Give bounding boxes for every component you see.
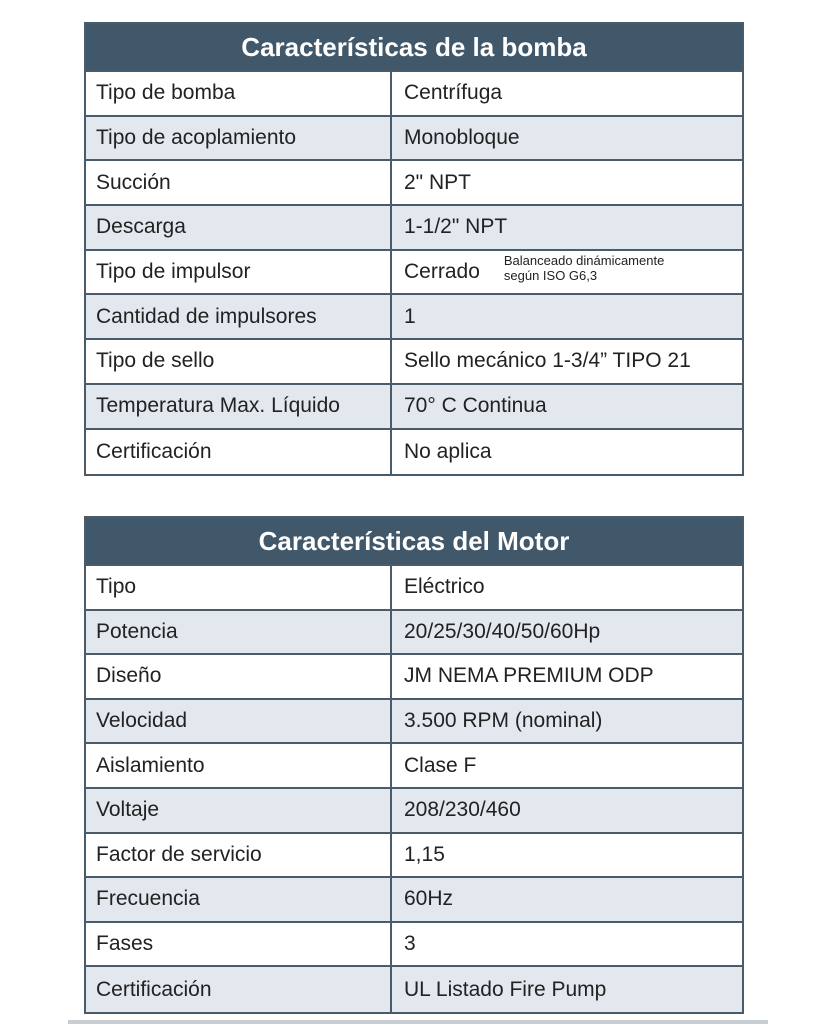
row-value: 3 [404, 932, 416, 956]
table-row [86, 72, 742, 117]
row-value: 1-1/2" NPT [404, 215, 508, 239]
row-label: Velocidad [86, 700, 392, 743]
row-value: 1 [404, 304, 416, 328]
pump-characteristics-table [84, 22, 744, 476]
row-value: 70° C Continua [404, 394, 547, 418]
table-row [86, 789, 742, 834]
table-row [86, 295, 742, 340]
row-label: Temperatura Max. Líquido [86, 385, 392, 428]
row-label: Tipo [86, 566, 392, 609]
row-label: Certificación [86, 430, 392, 475]
balance-note-line2: según ISO G6,3 [503, 268, 598, 284]
row-value: Monobloque [404, 126, 520, 150]
row-value: No aplica [404, 439, 492, 463]
row-value: JM NEMA PREMIUM ODP [404, 664, 654, 688]
table-row [86, 430, 742, 475]
row-value: Sello mecánico 1-3/4” TIPO 21 [404, 349, 691, 373]
table-row [86, 923, 742, 968]
row-value: Clase F [404, 753, 477, 777]
row-value: 208/230/460 [404, 798, 521, 822]
pump-table-title: Características de la bomba [86, 24, 742, 72]
table-row [86, 611, 742, 656]
row-value [392, 251, 742, 294]
table-row [86, 161, 742, 206]
row-label: Tipo de bomba [86, 72, 392, 115]
row-value: 3.500 RPM (nominal) [404, 709, 603, 733]
table-row [86, 385, 742, 430]
table-row [86, 700, 742, 745]
row-value: 1,15 [404, 842, 445, 866]
impeller-type-value: Cerrado [404, 260, 480, 284]
motor-table-title: Características del Motor [86, 518, 742, 566]
row-label: Diseño [86, 655, 392, 698]
table-row [86, 566, 742, 611]
row-value: Centrífuga [404, 81, 503, 105]
row-label: Factor de servicio [86, 834, 392, 877]
table-row [86, 117, 742, 162]
table-row [86, 655, 742, 700]
row-label: Tipo de acoplamiento [86, 117, 392, 160]
row-label: Certificación [86, 967, 392, 1012]
table-row [86, 834, 742, 879]
page-divider [68, 1020, 768, 1024]
table-row [86, 967, 742, 1012]
balance-note [504, 253, 664, 283]
row-label: Succión [86, 161, 392, 204]
row-value: 20/25/30/40/50/60Hp [404, 619, 601, 643]
table-row [86, 744, 742, 789]
table-row [86, 206, 742, 251]
row-value: UL Listado Fire Pump [404, 977, 607, 1001]
table-row [86, 340, 742, 385]
row-label: Voltaje [86, 789, 392, 832]
motor-characteristics-table [84, 516, 744, 1014]
row-label: Potencia [86, 611, 392, 654]
row-label: Tipo de sello [86, 340, 392, 383]
row-label: Cantidad de impulsores [86, 295, 392, 338]
row-value: 60Hz [404, 887, 454, 911]
row-label: Frecuencia [86, 878, 392, 921]
table-row [86, 878, 742, 923]
row-value: Eléctrico [404, 575, 485, 599]
table-row [86, 251, 742, 296]
row-label: Aislamiento [86, 744, 392, 787]
row-value: 2" NPT [404, 170, 471, 194]
row-label: Tipo de impulsor [86, 251, 392, 294]
row-label: Fases [86, 923, 392, 966]
row-label: Descarga [86, 206, 392, 249]
balance-note-line1: Balanceado dinámicamente [503, 253, 665, 269]
